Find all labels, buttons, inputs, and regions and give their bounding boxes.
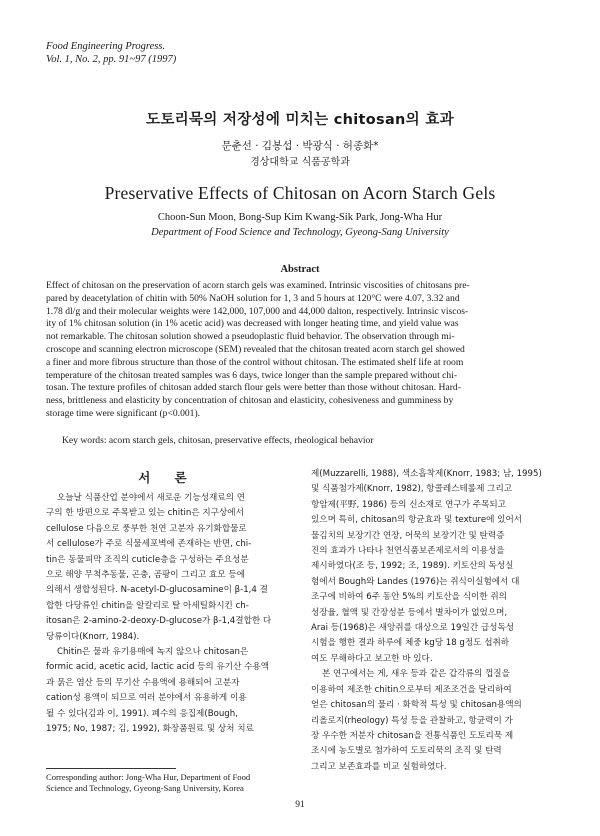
body-text-line: 본 연구에서는 게, 새우 등과 같은 갑각류의 껍질을 xyxy=(322,669,510,680)
body-text-line: 당류이다(Knorr, 1984). xyxy=(46,631,140,642)
paragraph-intro-2 xyxy=(46,645,289,737)
footnote-line: Science and Technology, Gyeong-Sang University, Korea xyxy=(46,783,244,793)
english-title: Preservative Effects of Chitosan on Acorn Starch Gels xyxy=(104,183,496,203)
abstract-line: ness, brittleness and elasticity by concentration of chitosan and elasticity, cohesiveness and gumminess by xyxy=(46,395,454,407)
body-text-line: 1975; No, 1987; 김, 1992), 화장품원료 및 상처 치료 xyxy=(46,724,254,735)
korean-title: 도토리묵의 저장성에 미치는 chitosan의 효과 xyxy=(146,112,454,128)
body-text-line: 있으며 특히, chitosan의 항균효과 및 texture에 있어서 xyxy=(311,515,523,526)
body-text-line: itosan은 2-amino-2-deoxy-D-glucose가 β-1,4결합한 다 xyxy=(46,616,272,627)
body-text-line: 장 우수한 저분자 chitosan을 전통식품인 도토리묵 제 xyxy=(311,730,514,741)
abstract-heading: Abstract xyxy=(280,264,320,275)
body-text-line: 얻은 chitosan의 물리 · 화학적 특성 및 chitosan용액의 xyxy=(311,700,522,711)
body-text-line: Chitin은 물과 유기용매에 녹지 않으나 chitosan은 xyxy=(57,647,249,658)
body-text-line: cellulose 다음으로 풍부한 천연 고분자 유기화합물로 xyxy=(46,523,247,534)
body-text-line: 서 cellulose가 주로 식물세포벽에 존재하는 반면, chi- xyxy=(46,539,252,550)
body-text-line: 및 식품첨가제(Knorr, 1982), 항콜레스테롤제 그리고 xyxy=(311,484,513,495)
journal-citation: Vol. 1, No. 2, pp. 91~97 (1997) xyxy=(46,54,177,65)
body-text-line: 험에서 Bough와 Landes (1976)는 쥐식이실험에서 대 xyxy=(311,576,520,587)
abstract-line: Effect of chitosan on the preservation of acorn starch gels was examined. Intrinsic viscosities of chitosans pre- xyxy=(46,280,470,291)
body-text-line: formic acid, acetic acid, lactic acid 등의 유기산 수용액 xyxy=(46,662,270,673)
body-text-line: 이용하여 제조한 chitin으로부터 제조조건을 달리하여 xyxy=(311,684,512,695)
body-text-line: 오늘날 식품산업 분야에서 새로운 기능성재료의 연 xyxy=(57,493,245,503)
body-text-line: cation성 용액이 되므로 여러 분야에서 유용하게 이용 xyxy=(46,693,247,704)
paragraph-intro-4 xyxy=(311,667,554,775)
body-text-line: 될 수 있다(김과 이, 1991). 폐수의 응집제(Bough, xyxy=(46,708,238,719)
body-text-line: 의해서 생합성된다. N-acetyl-D-glucosamine이 β-1,4 결 xyxy=(46,585,268,596)
paragraph-intro-3 xyxy=(311,467,554,667)
korean-affiliation: 경상대학교 식품공학과 xyxy=(250,157,350,168)
keywords: Key words: acorn starch gels, chitosan, preservative effects, rheological behavior xyxy=(62,435,374,446)
body-text-line: 리올로지(rheology) 특성 등을 관찰하고, 항균력이 가 xyxy=(311,715,513,726)
body-text-line: 물김치의 보장기간 연장, 어묵의 보장기간 및 탄력증 xyxy=(311,530,505,541)
korean-authors: 문춘선 · 김봉섭 · 박광식 · 허종화* xyxy=(221,140,379,152)
abstract-line: pared by deacetylation of chitin with 50% NaOH solution for 1, 3 and 5 hours at 120°C were 4.07, 3.32 and xyxy=(46,292,460,304)
paragraph-intro-1 xyxy=(46,491,289,645)
abstract-line: storage time were significant (p<0.001). xyxy=(46,407,201,419)
page-number: 91 xyxy=(295,800,305,810)
body-text-line: 진의 효과가 나타나 천연식품보존제로서의 이용성을 xyxy=(311,546,505,557)
footnote-divider xyxy=(46,768,176,769)
body-text-line: 합한 다당류인 chitin을 알칼리로 탈 아세틸화시킨 ch- xyxy=(46,600,249,611)
abstract-line: tosan. The texture profiles of chitosan added starch flour gels were better than those without chitosan. Hard- xyxy=(46,382,461,394)
body-text-line: 과 묽은 염산 등의 무기산 수용액에 용해되어 고분자 xyxy=(46,677,240,688)
body-text-line: Arai 등(1968)은 새앙쥐를 대상으로 19일간 급성독성 xyxy=(311,623,515,634)
body-text-line: 성장율, 혈액 및 간장성분 등에서 별차이가 없었으며, xyxy=(311,607,508,618)
abstract-line: a finer and more fibrous structure than those of the control without chitosan. The estimated shelf life at room xyxy=(46,356,464,368)
body-text-line: tin은 동물피막 조직의 cuticle층을 구성하는 주요성분 xyxy=(46,554,249,565)
abstract-line: ity of 1% chitosan solution (in 1% acetic acid) was decreased with longer heating time, and yield value was xyxy=(46,318,459,330)
body-text-line: 제시하였다(조 등, 1992; 조, 1989). 키토산의 독성실 xyxy=(311,561,514,572)
footnote-line: Corresponding author: Jong-Wha Hur, Department of Food xyxy=(46,772,251,782)
abstract-line: 1.78 dl/g and their molecular weights were 142,000, 107,000 and 44,000 dalton, respectively. Intrinsic viscos- xyxy=(46,305,469,317)
body-text-line: 그리고 보존효과를 비교 실험하였다. xyxy=(311,761,447,772)
body-text-line: 조구에 비하여 6주 동안 5%의 키토산을 식이한 쥐의 xyxy=(311,592,507,603)
body-text-line: 구의 한 방편으로 주목받고 있는 chitin은 지구상에서 xyxy=(46,508,244,519)
right-column xyxy=(311,467,554,775)
abstract-line: temperature of the chitosan treated samples was 6 days, twice longer than the sample prepared without chi- xyxy=(46,369,458,381)
corresponding-author-footnote xyxy=(46,772,289,794)
section-title: 서 론 xyxy=(138,470,197,485)
abstract-line: not remarkable. The chitosan solution showed a pseudoplastic fluid behavior. The observation through mi- xyxy=(46,331,455,343)
body-text-line: 제(Muzzarelli, 1988), 색소흡착제(Knorr, 1983; 남, 1995) xyxy=(311,469,542,479)
left-column xyxy=(46,465,289,738)
abstract-body xyxy=(46,280,554,421)
english-affiliation: Department of Food Science and Technology, Gyeong-Sang University xyxy=(151,227,449,238)
body-text-line: 시험을 행한 결과 하루에 체중 kg당 18 g정도 섭취하 xyxy=(311,638,510,649)
abstract-line: croscope and scanning electron microscope (SEM) revealed that the chitosan treated acorn starch gel showed xyxy=(46,343,465,355)
body-text-line: 여도 무해하다고 보고한 바 있다. xyxy=(311,653,433,664)
body-text-line: 으로 해양 무척추동물, 곤충, 곰팡이 그리고 효모 등에 xyxy=(46,570,245,581)
body-text-line: 항암제(平野, 1986) 등의 신소재로 연구가 주목되고 xyxy=(311,499,506,510)
body-text-line: 조시에 농도별로 첨가하여 도토리묵의 조직 및 탄력 xyxy=(311,746,502,757)
journal-header xyxy=(46,40,176,66)
english-authors: Choon-Sun Moon, Bong-Sup Kim Kwang-Sik Park, Jong-Wha Hur xyxy=(157,212,443,223)
journal-name: Food Engineering Progress. xyxy=(46,41,166,52)
